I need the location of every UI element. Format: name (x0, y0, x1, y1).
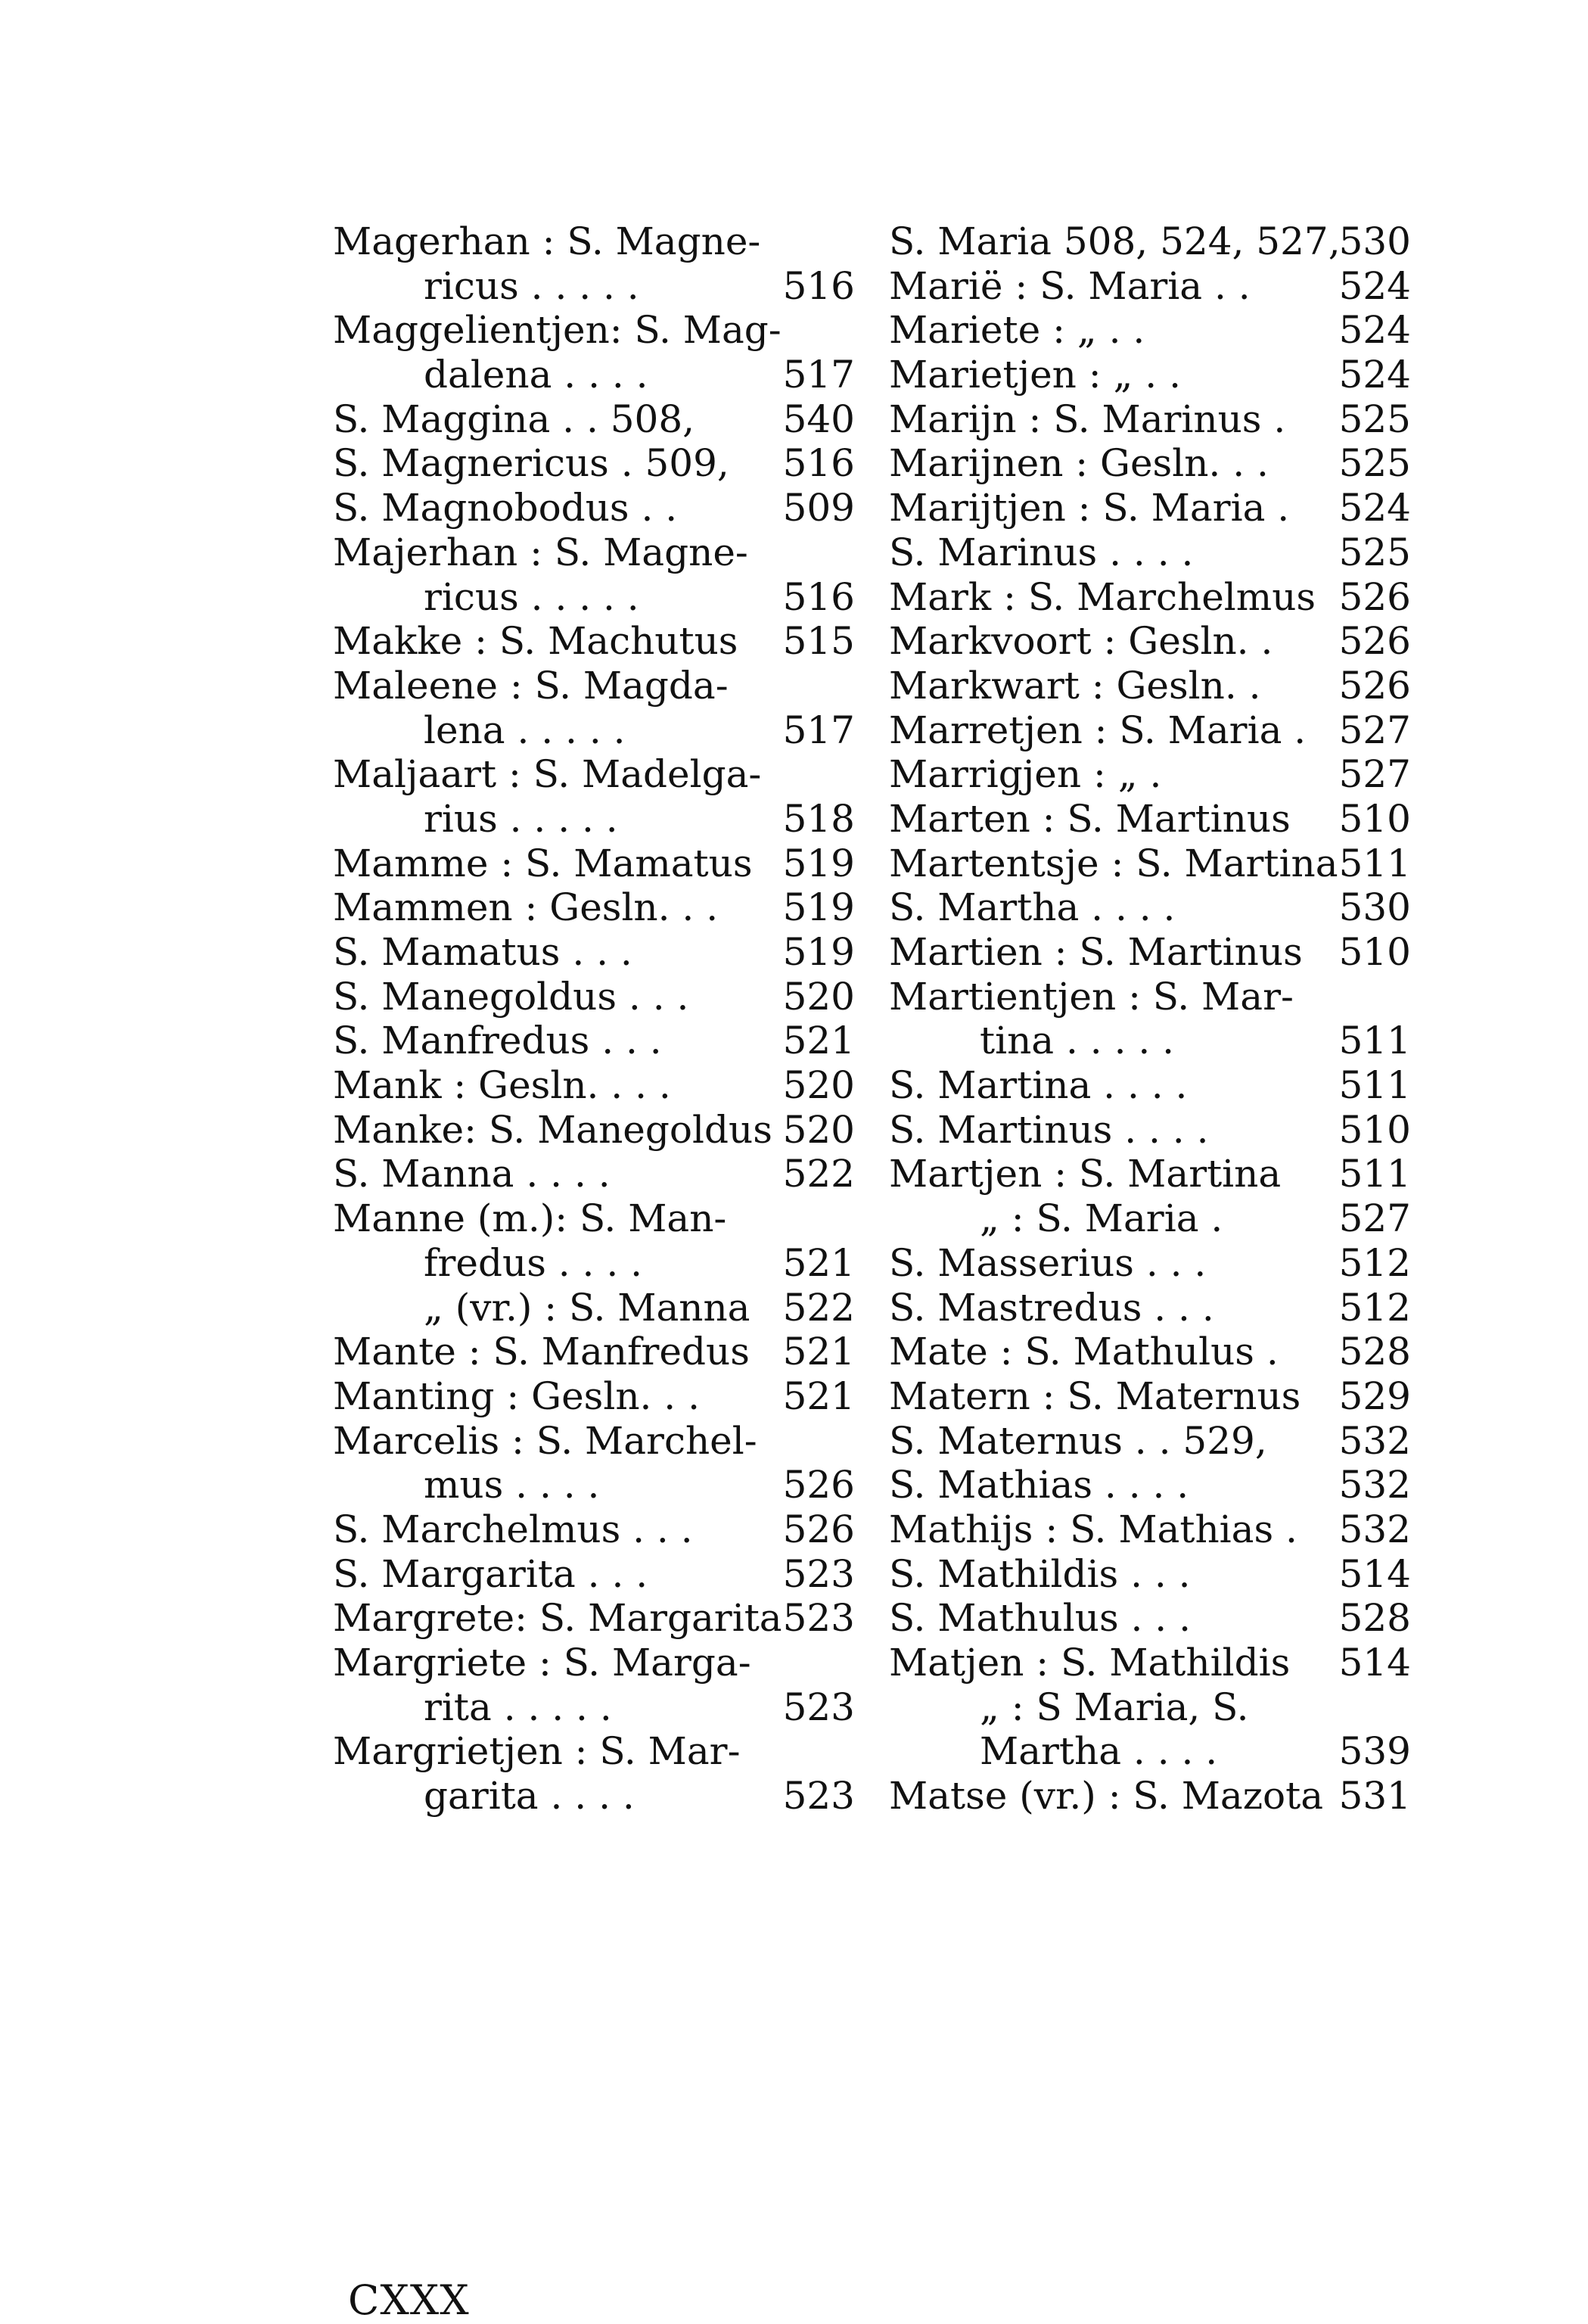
entry-page-ref: 524 (1338, 353, 1411, 397)
index-entry (333, 1063, 855, 1108)
index-entry (333, 842, 855, 886)
entry-text: S. Marchelmus . . . (333, 1507, 693, 1551)
index-entry (333, 219, 855, 264)
entry-text: Margrietjen : S. Mar- (333, 1729, 741, 1774)
entry-text: Marretjen : S. Maria . (889, 708, 1307, 752)
entry-page-ref: 525 (1338, 397, 1411, 441)
entry-text: S. Magnobodus . . (333, 486, 678, 530)
index-entry (889, 708, 1411, 753)
entry-page-ref: 519 (782, 885, 855, 930)
index-entry (889, 975, 1411, 1019)
index-entry (333, 353, 855, 397)
entry-page-ref: 526 (1338, 663, 1411, 708)
index-entry (889, 1374, 1411, 1419)
entry-text: mus . . . . (424, 1463, 600, 1507)
entry-page-ref: 523 (782, 1596, 855, 1641)
entry-text: Marijn : S. Marinus . (889, 397, 1286, 441)
entry-text: S. Manegoldus . . . (333, 974, 689, 1019)
entry-page-ref: 529 (1338, 1374, 1411, 1418)
index-entry (889, 1241, 1411, 1286)
entry-page-ref: 510 (1338, 930, 1411, 974)
entry-page-ref: 522 (782, 1152, 855, 1196)
entry-text: dalena . . . . (424, 353, 648, 397)
entry-page-ref: 514 (1338, 1551, 1411, 1596)
entry-page-ref: 516 (782, 441, 855, 486)
entry-text: Margriete : S. Marga- (333, 1641, 751, 1685)
entry-text: Matse (vr.) : S. Mazota (889, 1774, 1324, 1818)
entry-page-ref: 512 (1338, 1240, 1411, 1285)
index-entry (333, 797, 855, 842)
index-entry (333, 1019, 855, 1063)
index-entry (889, 353, 1411, 397)
entry-page-ref: 517 (782, 353, 855, 397)
entry-text: ricus . . . . . (424, 574, 639, 619)
entry-text: S. Manfredus . . . (333, 1019, 662, 1063)
index-entry (333, 1729, 855, 1774)
entry-text: Marië : S. Maria . . (889, 263, 1251, 308)
index-entry (333, 1330, 855, 1374)
entry-text: S. Mathias . . . . (889, 1463, 1189, 1507)
entry-page-ref: 526 (1338, 574, 1411, 619)
entry-page-ref: 519 (782, 841, 855, 885)
entry-text: Mammen : Gesln. . . (333, 885, 719, 930)
entry-page-ref: 526 (782, 1463, 855, 1507)
entry-page-ref: 511 (1338, 1152, 1411, 1196)
entry-text: Martha . . . . (980, 1729, 1218, 1774)
entry-text: Markvoort : Gesln. . (889, 619, 1273, 664)
index-entry (333, 397, 855, 442)
entry-text: S. Maggina . . 508, (333, 397, 695, 441)
entry-page-ref: 520 (782, 1107, 855, 1152)
entry-text: Marrigjen : „ . (889, 752, 1162, 797)
entry-page-ref: 527 (1338, 752, 1411, 797)
index-entry (333, 1552, 855, 1597)
index-entry (889, 308, 1411, 353)
index-entry (889, 1152, 1411, 1196)
entry-text: Makke : S. Machutus (333, 619, 738, 664)
entry-page-ref: 539 (1338, 1729, 1411, 1774)
entry-text: Marietjen : „ . . (889, 353, 1181, 397)
entry-page-ref: 518 (782, 796, 855, 841)
index-entry (889, 752, 1411, 797)
entry-text: Manne (m.): S. Man- (333, 1196, 727, 1241)
entry-page-ref: 540 (782, 397, 855, 441)
index-entry (889, 1196, 1411, 1241)
entry-text: Markwart : Gesln. . (889, 663, 1261, 708)
index-entry (333, 1196, 855, 1241)
entry-text: Mate : S. Mathulus . (889, 1330, 1279, 1374)
entry-text: Mank : Gesln. . . . (333, 1063, 671, 1108)
entry-page-ref: 528 (1338, 1596, 1411, 1641)
index-entry (889, 1108, 1411, 1153)
entry-page-ref: 523 (782, 1551, 855, 1596)
entry-text: Martentsje : S. Martina (889, 841, 1338, 885)
entry-page-ref: 521 (782, 1374, 855, 1418)
entry-page-ref: 514 (1338, 1641, 1411, 1685)
entry-text: Manke: S. Manegoldus (333, 1107, 772, 1152)
entry-page-ref: 526 (1338, 619, 1411, 664)
index-entry (333, 575, 855, 620)
right-index-column (889, 219, 1411, 1818)
entry-text: Martien : S. Martinus (889, 930, 1303, 974)
entry-page-ref: 523 (782, 1685, 855, 1729)
entry-text: fredus . . . . (424, 1240, 643, 1285)
entry-page-ref: 510 (1338, 1107, 1411, 1152)
entry-text: S. Magnericus . 509, (333, 441, 729, 486)
index-entry (333, 1241, 855, 1286)
entry-page-ref: 527 (1338, 1196, 1411, 1241)
entry-text: Mante : S. Manfredus (333, 1330, 750, 1374)
entry-page-ref: 519 (782, 930, 855, 974)
entry-text: Mathijs : S. Mathias . (889, 1507, 1297, 1551)
index-entry (889, 1641, 1411, 1685)
entry-page-ref: 531 (1338, 1774, 1411, 1818)
entry-text: S. Maternus . . 529, (889, 1418, 1267, 1463)
entry-text: „ (vr.) : S. Manna (424, 1285, 750, 1330)
entry-text: tina . . . . . (980, 1019, 1175, 1063)
entry-text: S. Mastredus . . . (889, 1285, 1214, 1330)
entry-page-ref: 511 (1338, 1063, 1411, 1108)
entry-page-ref: 510 (1338, 796, 1411, 841)
index-entry (889, 930, 1411, 975)
entry-text: Mariete : „ . . (889, 308, 1145, 353)
index-entry (889, 264, 1411, 309)
entry-page-ref: 524 (1338, 308, 1411, 353)
index-entry (333, 1286, 855, 1330)
index-entry (333, 308, 855, 353)
entry-page-ref: 527 (1338, 708, 1411, 752)
entry-page-ref: 530 (1338, 885, 1411, 930)
entry-text: S. Manna . . . . (333, 1152, 611, 1196)
index-entry (333, 1685, 855, 1730)
index-entry (889, 1330, 1411, 1374)
entry-text: rita . . . . . (424, 1685, 612, 1729)
entry-page-ref: 524 (1338, 263, 1411, 308)
entry-text: lena . . . . . (424, 708, 626, 752)
entry-text: Mamme : S. Mamatus (333, 841, 753, 885)
entry-text: Marijtjen : S. Maria . (889, 486, 1290, 530)
index-entry (333, 1419, 855, 1464)
index-entry (889, 842, 1411, 886)
index-entry (333, 441, 855, 486)
entry-text: Matjen : S. Mathildis (889, 1641, 1291, 1685)
index-entry (889, 486, 1411, 530)
entry-page-ref: 532 (1338, 1507, 1411, 1551)
index-entry (889, 619, 1411, 664)
entry-text: Mark : S. Marchelmus (889, 574, 1316, 619)
index-entry (889, 575, 1411, 620)
index-entry (889, 1063, 1411, 1108)
index-entry (889, 397, 1411, 442)
index-entry (889, 1419, 1411, 1464)
index-entry (333, 1641, 855, 1685)
index-entry (889, 1552, 1411, 1597)
entry-page-ref: 521 (782, 1019, 855, 1063)
entry-text: S. Masserius . . . (889, 1240, 1207, 1285)
entry-text: S. Maria 508, 524, 527, (889, 219, 1341, 263)
index-entry (889, 530, 1411, 575)
index-entry (333, 664, 855, 708)
index-entry (333, 530, 855, 575)
index-entry (889, 1507, 1411, 1552)
entry-text: S. Martina . . . . (889, 1063, 1188, 1108)
entry-text: S. Mathulus . . . (889, 1596, 1191, 1641)
index-entry (333, 885, 855, 930)
index-entry (889, 1729, 1411, 1774)
left-index-column (333, 219, 855, 1818)
entry-page-ref: 515 (782, 619, 855, 664)
entry-text: Matern : S. Maternus (889, 1374, 1301, 1418)
index-entry (889, 1463, 1411, 1507)
entry-page-ref: 520 (782, 1063, 855, 1108)
entry-text: ricus . . . . . (424, 263, 639, 308)
entry-text: Martientjen : S. Mar- (889, 974, 1294, 1019)
entry-page-ref: 532 (1338, 1463, 1411, 1507)
entry-page-ref: 524 (1338, 486, 1411, 530)
index-entry (333, 1463, 855, 1507)
entry-text: S. Martinus . . . . (889, 1107, 1209, 1152)
entry-text: Marcelis : S. Marchel- (333, 1418, 757, 1463)
index-entry (889, 797, 1411, 842)
index-entry (889, 1286, 1411, 1330)
entry-page-ref: 516 (782, 574, 855, 619)
index-entry (333, 975, 855, 1019)
entry-text: Margrete: S. Margarita (333, 1596, 782, 1641)
entry-text: Maljaart : S. Madelga- (333, 752, 762, 797)
entry-text: Marten : S. Martinus (889, 796, 1291, 841)
index-entry (333, 930, 855, 975)
entry-text: Maggelientjen: S. Mag- (333, 308, 782, 353)
entry-page-ref: 528 (1338, 1330, 1411, 1374)
entry-page-ref: 509 (782, 486, 855, 530)
entry-page-ref: 525 (1338, 441, 1411, 486)
index-entry (333, 1774, 855, 1818)
entry-page-ref: 526 (782, 1507, 855, 1551)
index-entry (889, 885, 1411, 930)
entry-page-ref: 521 (782, 1330, 855, 1374)
entry-text: Maleene : S. Magda- (333, 663, 729, 708)
entry-text: „ : S. Maria . (980, 1196, 1223, 1241)
index-entry (333, 752, 855, 797)
entry-page-ref: 521 (782, 1240, 855, 1285)
index-entry (889, 664, 1411, 708)
index-entry (889, 219, 1411, 264)
entry-text: Manting : Gesln. . . (333, 1374, 700, 1418)
entry-page-ref: 523 (782, 1774, 855, 1818)
index-entry (333, 264, 855, 309)
entry-text: Magerhan : S. Magne- (333, 219, 761, 263)
index-entry (889, 1596, 1411, 1641)
index-entry (889, 1774, 1411, 1818)
index-entry (333, 1108, 855, 1153)
entry-page-ref: 511 (1338, 841, 1411, 885)
entry-text: S. Martha . . . . (889, 885, 1176, 930)
entry-text: „ : S Maria, S. (980, 1685, 1249, 1729)
entry-text: Martjen : S. Martina (889, 1152, 1282, 1196)
entry-page-ref: 532 (1338, 1418, 1411, 1463)
entry-text: S. Mathildis . . . (889, 1551, 1191, 1596)
entry-page-ref: 530 (1338, 219, 1411, 263)
entry-text: rius . . . . . (424, 796, 618, 841)
entry-page-ref: 512 (1338, 1285, 1411, 1330)
entry-page-ref: 511 (1338, 1019, 1411, 1063)
entry-page-ref: 517 (782, 708, 855, 752)
entry-text: S. Mamatus . . . (333, 930, 632, 974)
entry-page-ref: 520 (782, 974, 855, 1019)
index-entry (889, 1685, 1411, 1730)
entry-text: Marijnen : Gesln. . . (889, 441, 1269, 486)
entry-text: S. Marinus . . . . (889, 530, 1194, 574)
index-entry (333, 1596, 855, 1641)
index-entry (889, 1019, 1411, 1063)
index-entry (333, 486, 855, 530)
index-entry (333, 1152, 855, 1196)
entry-text: Majerhan : S. Magne- (333, 530, 748, 574)
entry-page-ref: 525 (1338, 530, 1411, 574)
entry-page-ref: 516 (782, 263, 855, 308)
page-number: CXXX (348, 2276, 470, 2324)
entry-text: garita . . . . (424, 1774, 635, 1818)
entry-page-ref: 522 (782, 1285, 855, 1330)
index-entry (333, 1507, 855, 1552)
index-entry (889, 441, 1411, 486)
index-entry (333, 708, 855, 753)
index-entry (333, 619, 855, 664)
entry-text: S. Margarita . . . (333, 1551, 648, 1596)
index-entry (333, 1374, 855, 1419)
